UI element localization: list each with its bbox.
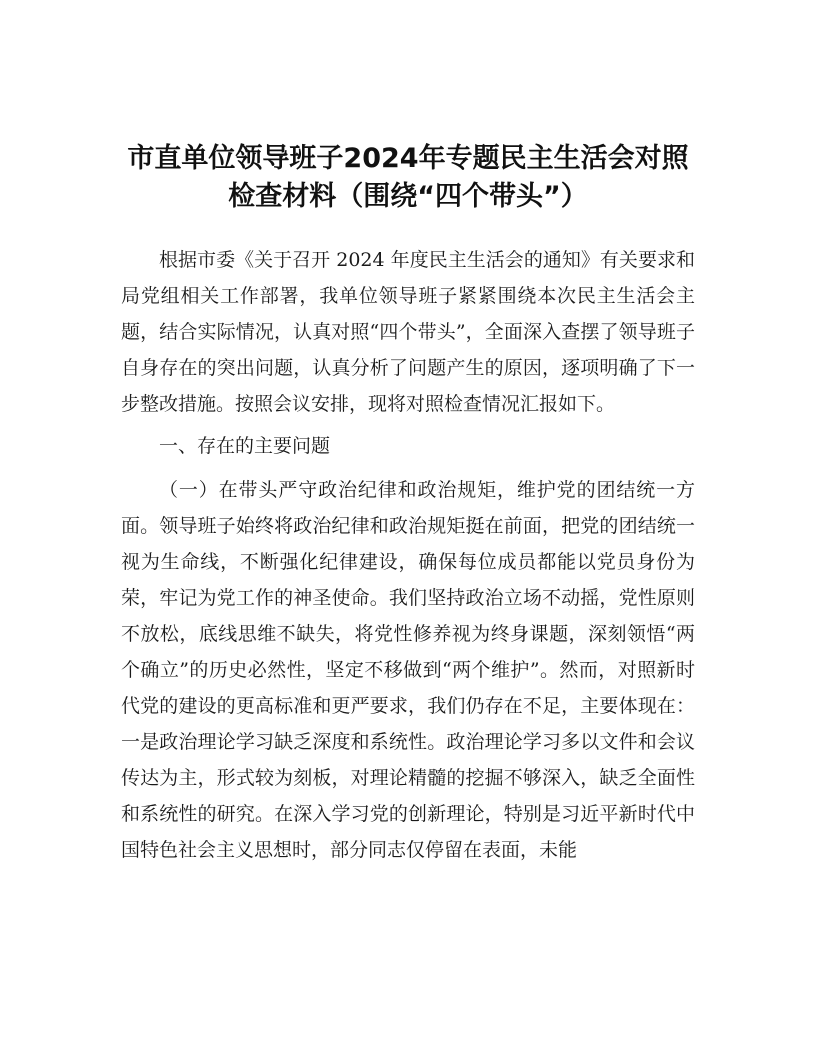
title-line-2: 检查材料（围绕“四个带头”） — [228, 181, 588, 212]
document-body — [121, 242, 695, 868]
title-line-1: 市直单位领导班子2024年专题民主生活会对照 — [127, 143, 689, 174]
section-heading: 一、存在的主要问题 — [159, 435, 331, 457]
subsection-paragraph: （一）在带头严守政治纪律和政治规矩，维护党的团结统一方面。领导班子始终将政治纪律和政治规矩挺在前面，把党的团结统一视为生命线，不断强化纪律建设，确保每位成员都能以党员身份为荣，牢记为党工作的神圣使命。我们坚持政治立场不动摇，党性原则不放松，底线思维不缺失，将党性修养视为终身课题，深刻领悟“两个确立”的历史必然性，坚定不移做到“两个维护”。然而，对照新时代党的建设的更高标准和更严要求，我们仍存在不足，主要体现在：一是政治理论学习缺乏深度和系统性。政治理论学习多以文件和会议传达为主，形式较为刻板，对理论精髓的挖掘不够深入，缺乏全面性和系统性的研究。在深入学习党的创新理论，特别是习近平新时代中国特色社会主义思想时，部分同志仅停留在表面，未能 — [121, 479, 695, 861]
document-title — [100, 140, 716, 216]
intro-paragraph: 根据市委《关于召开 2024 年度民主生活会的通知》有关要求和局党组相关工作部署，我单位领导班子紧紧围绕本次民主生活会主题，结合实际情况，认真对照“四个带头”，全面深入查摆了领导班子自身存在的突出问题，认真分析了问题产生的原因，逐项明确了下一步整改措施。按照会议安排，现将对照检查情况汇报如下。 — [121, 249, 695, 415]
